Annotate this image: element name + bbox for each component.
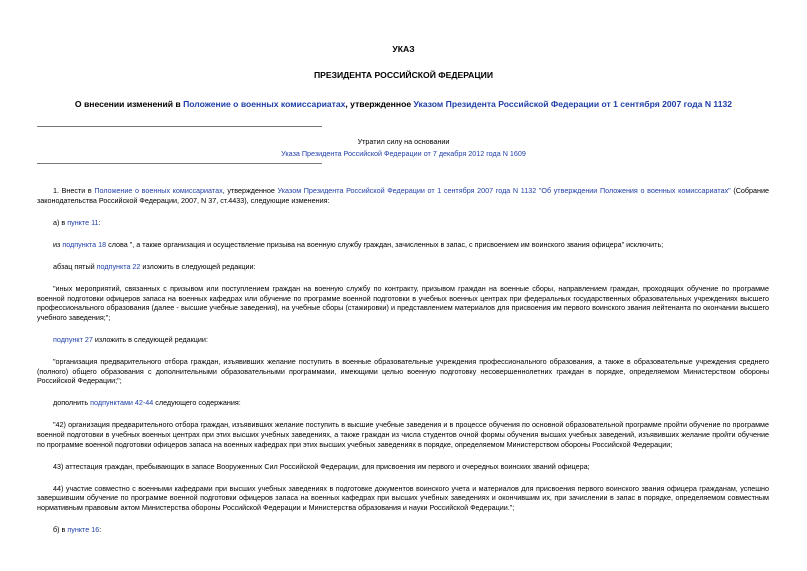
link-decree-1132-full[interactable]: Указом Президента Российской Федерации от 1 сентября 2007 года N 1132 "Об утверждении Положения о военных комиссариатах" xyxy=(277,186,731,195)
link-subitem-22[interactable]: подпункта 22 xyxy=(96,261,141,271)
paragraph-subitem-22 xyxy=(37,262,769,272)
link-item-11[interactable]: пункте 11 xyxy=(67,217,99,227)
decree-issuer: ПРЕЗИДЕНТА РОССИЙСКОЙ ФЕДЕРАЦИИ xyxy=(313,70,494,80)
divider-top xyxy=(37,126,322,127)
text: слова ", а также организация и осуществление призыва на военную службу граждан, зачисленных в запас, с присвоением им воинского звания офицера" исключить; xyxy=(106,239,664,249)
text: : xyxy=(99,524,102,534)
paragraph-b xyxy=(37,525,769,535)
paragraph-quote-27: "организация предварительного отбора граждан, изъявивших желание поступить в военные образовательные учреждения профессионального образования, а также в образовательные учреждения среднего (полного) общего образования с дополнительными образовательными программами, имеющими целью военную подготовку несовершеннолетних граждан в порядке, определяемом Министерством обороны Российской Федерации;"; xyxy=(37,356,769,386)
link-decree-1132[interactable]: Указом Президента Российской Федерации от 1 сентября 2007 года N 1132 xyxy=(413,99,733,109)
decree-title: УКАЗ xyxy=(392,44,415,54)
text: , утвержденное xyxy=(222,186,278,195)
text: 1. Внести в xyxy=(53,186,95,195)
subject-text-mid: , утвержденное xyxy=(345,99,414,109)
paragraph-quote-22: "иных мероприятий, связанных с призывом или поступлением граждан на военную службу по контракту, призывом граждан на военные сборы, направлением граждан, проходящих обучение по программе военной подготовки офицеров запаса на военных кафедрах или обучение по программе военной подготовки в учебных военных центрах при федеральных государственных образовательных учреждениях высшего профессионального образования (далее - высшие учебные заведения), на учебные сборы (стажировки) и представлением материалов для присвоения им первого воинского звания лейтенанта по окончании высшего учебного заведения;"; xyxy=(37,283,769,322)
paragraph-subitem-27 xyxy=(37,335,769,345)
paragraph-a xyxy=(37,218,769,228)
paragraph-subitem-18 xyxy=(37,240,769,250)
link-subitems-42-44[interactable]: подпунктами 42-44 xyxy=(90,398,154,408)
divider-bottom xyxy=(37,163,322,164)
paragraph-1 xyxy=(37,186,769,205)
link-decree-1609[interactable]: Указа Президента Российской Федерации от 7 декабря 2012 года N 1609 xyxy=(281,149,526,158)
paragraph-quote-42: "42) организация предварительного отбора граждан, изъявивших желание поступить в высшие учебные заведения и в процессе обучения по основной образовательной программе пройти обучение по программе военной подготовки в учебных военных центрах при этих высших учебных заведениях, а также граждан из числа студентов очной формы обучения высших учебных заведений, изъявивших желание пройти обучение по программе военной подготовки офицеров запаса на военных кафедрах при этих высших учебных заведениях в порядке, определяемом Министерством обороны Российской Федерации; xyxy=(37,420,769,449)
text: : xyxy=(98,217,101,227)
status-note: Утратил силу на основании xyxy=(357,137,450,146)
text: (Собрание законодательства Российской Федерации, 2007, N 37, ст.4433), следующие изменения: xyxy=(37,186,770,205)
link-regulation-on-commissariats[interactable]: Положение о военных комиссариатах xyxy=(183,99,346,109)
text: изложить в следующей редакции: xyxy=(140,261,256,271)
subject-text-pre: О внесении изменений в xyxy=(74,99,184,109)
link-subitem-27[interactable]: подпункт 27 xyxy=(53,334,93,344)
decree-subject xyxy=(0,99,807,110)
text: дополнить xyxy=(53,398,91,408)
link-subitem-18[interactable]: подпункта 18 xyxy=(62,239,107,249)
text: б) в xyxy=(53,524,68,534)
paragraph-quote-44: 44) участие совместно с военными кафедрами при высших учебных заведениях в подготовке документов воинского учета и материалов для присвоения первого воинского звания офицера гражданам, успешно завершившим обучение по программе военной подготовки офицеров запаса на военных кафедрах при высших учебных заведениях и окончившим их, при зачислении в запас в порядке, определяемом совместным нормативным правовым актом Министерства обороны Российской Федерации и Министерства образования и науки Российской Федерации."; xyxy=(37,483,769,512)
link-item-16[interactable]: пункте 16 xyxy=(67,524,100,534)
link-regulation[interactable]: Положение о военных комиссариатах xyxy=(94,186,223,195)
text: абзац пятый xyxy=(53,261,97,271)
paragraph-subitems-42-44 xyxy=(37,398,769,408)
status-link-line xyxy=(0,149,807,159)
text: из xyxy=(53,239,63,249)
paragraph-quote-43: 43) аттестация граждан, пребывающих в запасе Вооруженных Сил Российской Федерации, для присвоения им первого и очередных воинских званий офицера; xyxy=(53,461,590,471)
text: изложить в следующей редакции: xyxy=(92,334,208,344)
document-body xyxy=(37,186,769,547)
text: а) в xyxy=(53,217,68,227)
text: следующего содержания: xyxy=(153,398,241,408)
